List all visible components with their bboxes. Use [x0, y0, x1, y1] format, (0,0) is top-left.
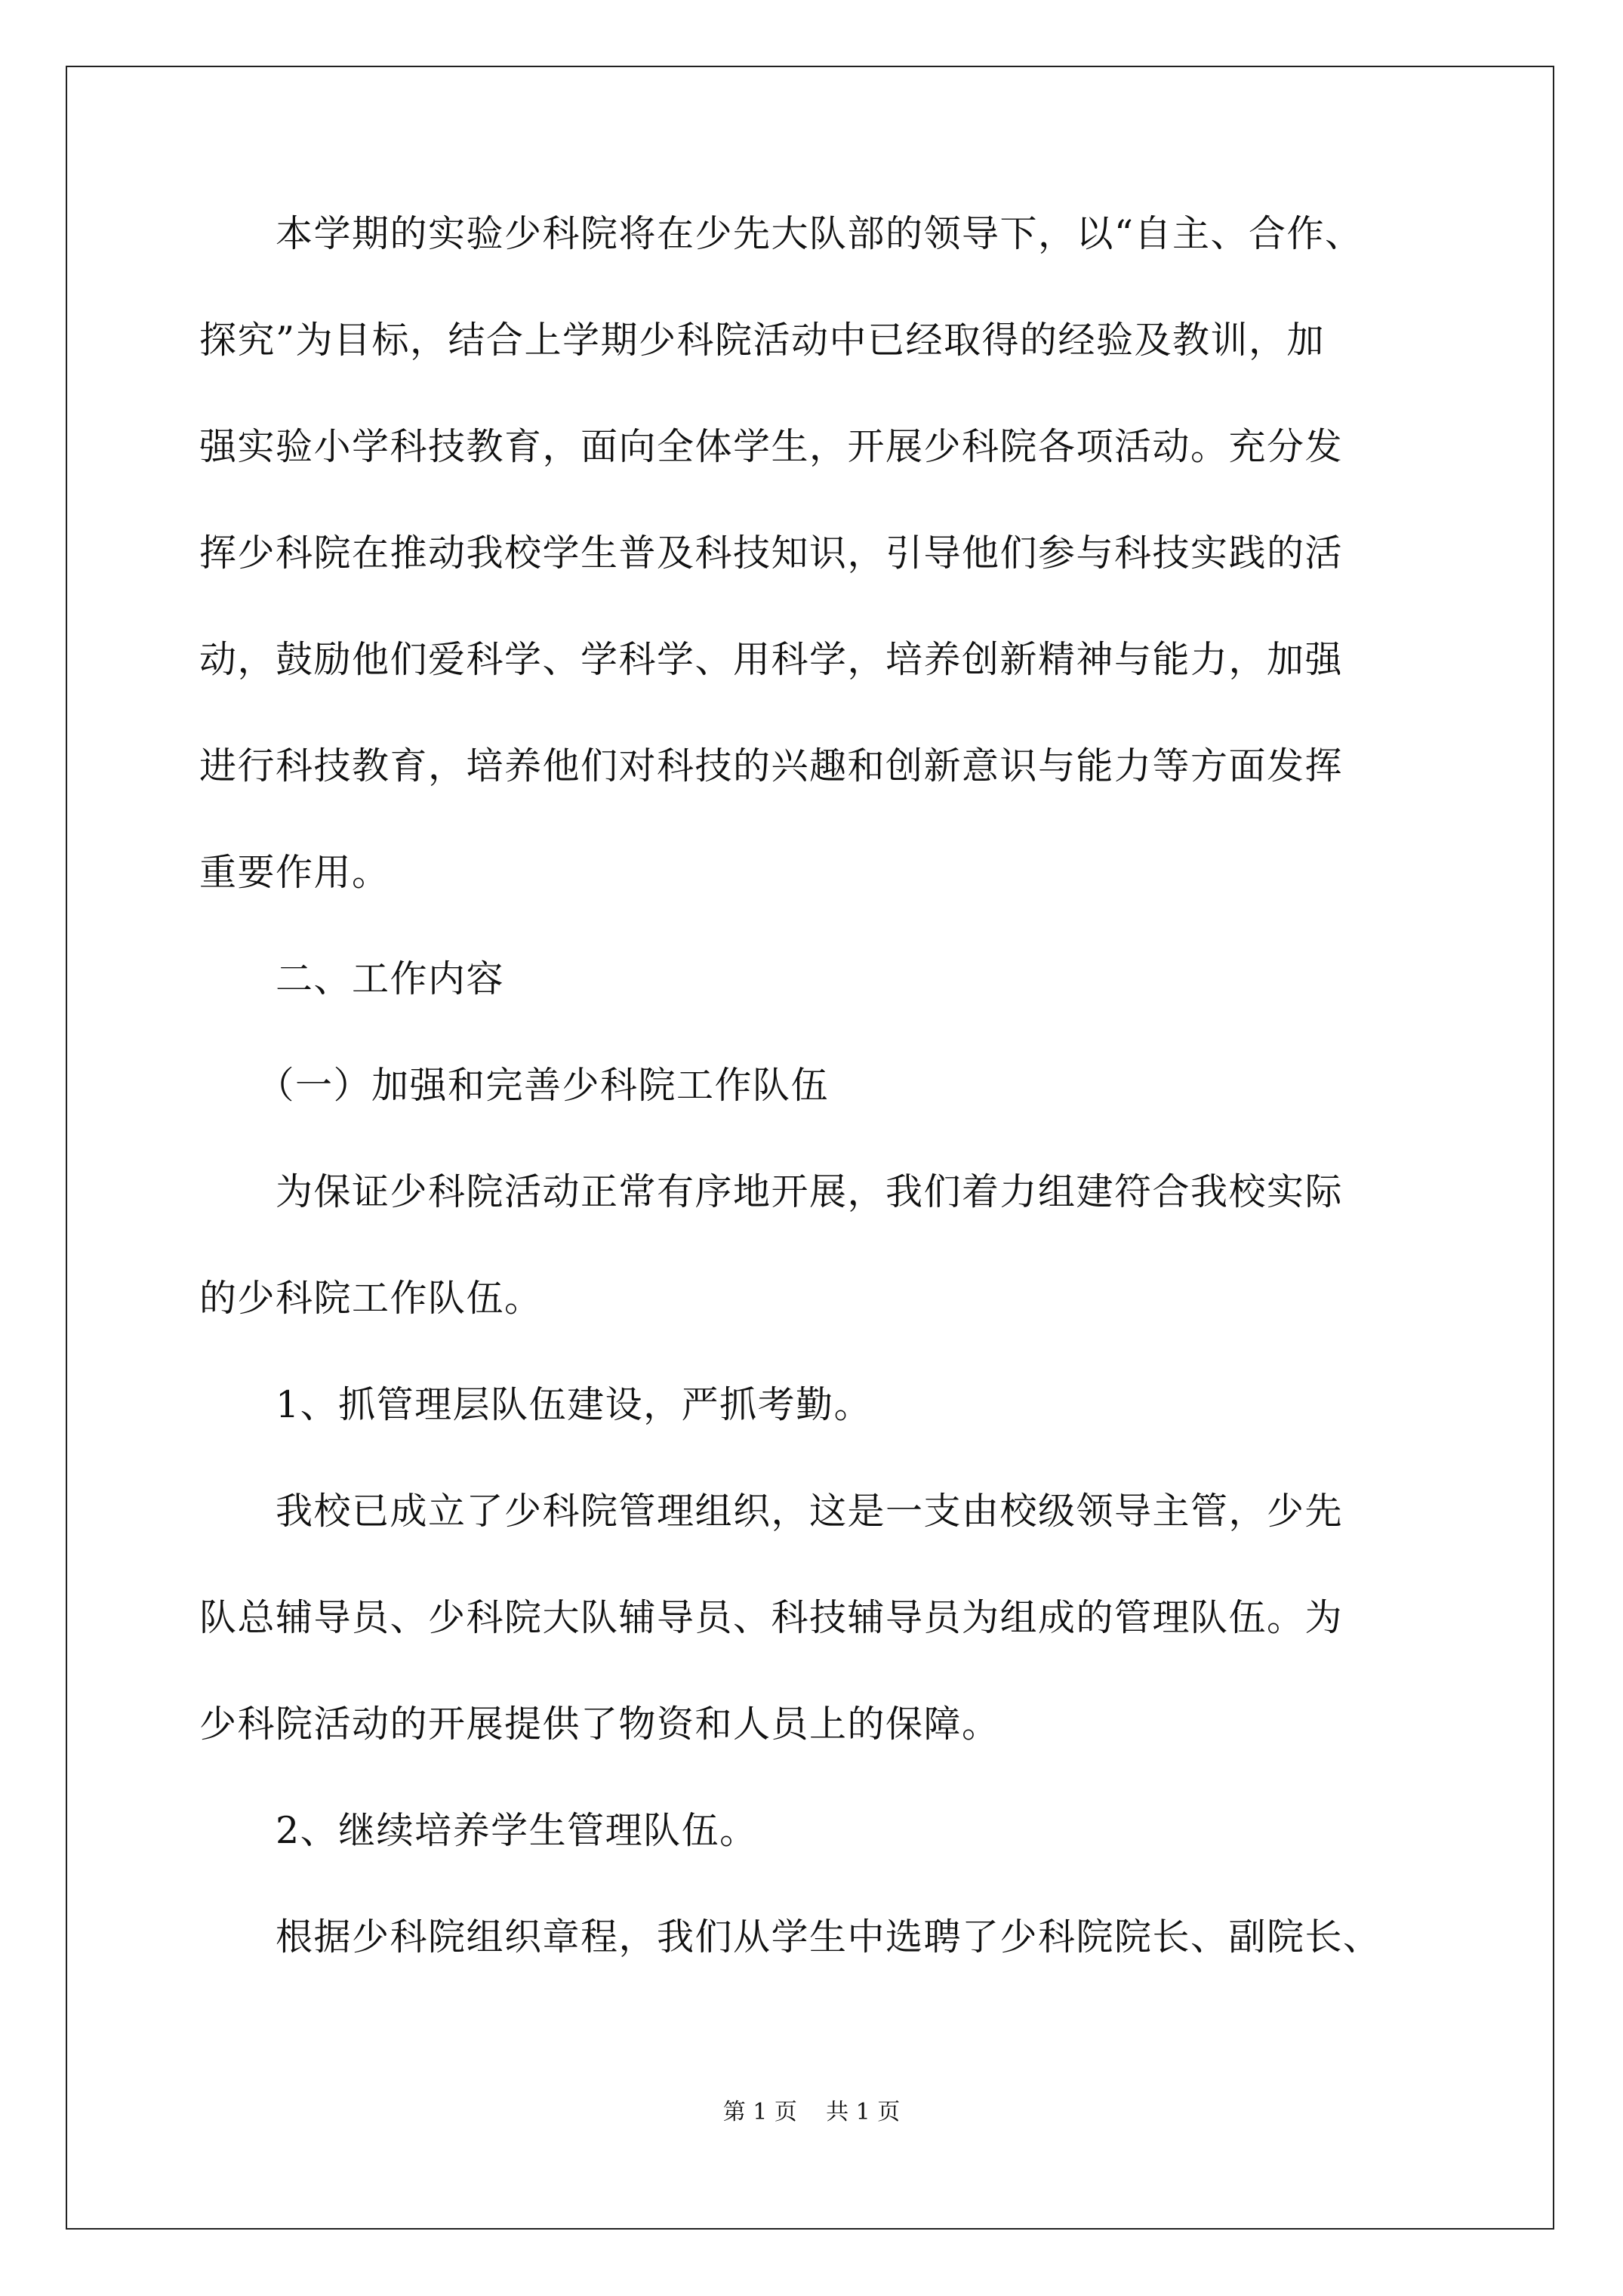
- paragraph-line: 队总辅导员、少科院大队辅导员、科技辅导员为组成的管理队伍。为: [199, 1596, 1344, 1639]
- paragraph-line: 为保证少科院活动正常有序地开展，我们着力组建符合我校实际: [199, 1170, 1344, 1213]
- paragraph-line: 少科院活动的开展提供了物资和人员上的保障。: [199, 1703, 1000, 1746]
- subsection-heading: （一）加强和完善少科院工作队伍: [199, 1064, 830, 1107]
- list-item-heading: 1、抓管理层队伍建设，严抓考勤。: [199, 1383, 873, 1426]
- paragraph-line: 根据少科院组织章程，我们从学生中选聘了少科院院长、副院长、: [199, 1915, 1381, 1959]
- paragraph-line: 强实验小学科技教育，面向全体学生，开展少科院各项活动。充分发: [199, 425, 1344, 468]
- paragraph-line: 挥少科院在推动我校学生普及科技知识，引导他们参与科技实践的活: [199, 532, 1344, 575]
- page-border: [66, 66, 1554, 2230]
- section-heading: 二、工作内容: [199, 957, 505, 1000]
- paragraph-line: 本学期的实验少科院将在少先大队部的领导下，以“自主、合作、: [199, 212, 1363, 255]
- page-number-footer: 第 1 页 共 1 页: [722, 2099, 901, 2125]
- paragraph-line: 动，鼓励他们爱科学、学科学、用科学，培养创新精神与能力，加强: [199, 638, 1344, 681]
- paragraph-line: 重要作用。: [199, 851, 390, 894]
- paragraph-line: 我校已成立了少科院管理组织，这是一支由校级领导主管，少先: [199, 1490, 1344, 1533]
- paragraph-line: 进行科技教育，培养他们对科技的兴趣和创新意识与能力等方面发挥: [199, 744, 1344, 787]
- list-item-heading: 2、继续培养学生管理队伍。: [199, 1809, 758, 1852]
- paragraph-line: 探究”为目标，结合上学期少科院活动中已经取得的经验及教训，加: [199, 319, 1326, 362]
- paragraph-line: 的少科院工作队伍。: [199, 1277, 543, 1320]
